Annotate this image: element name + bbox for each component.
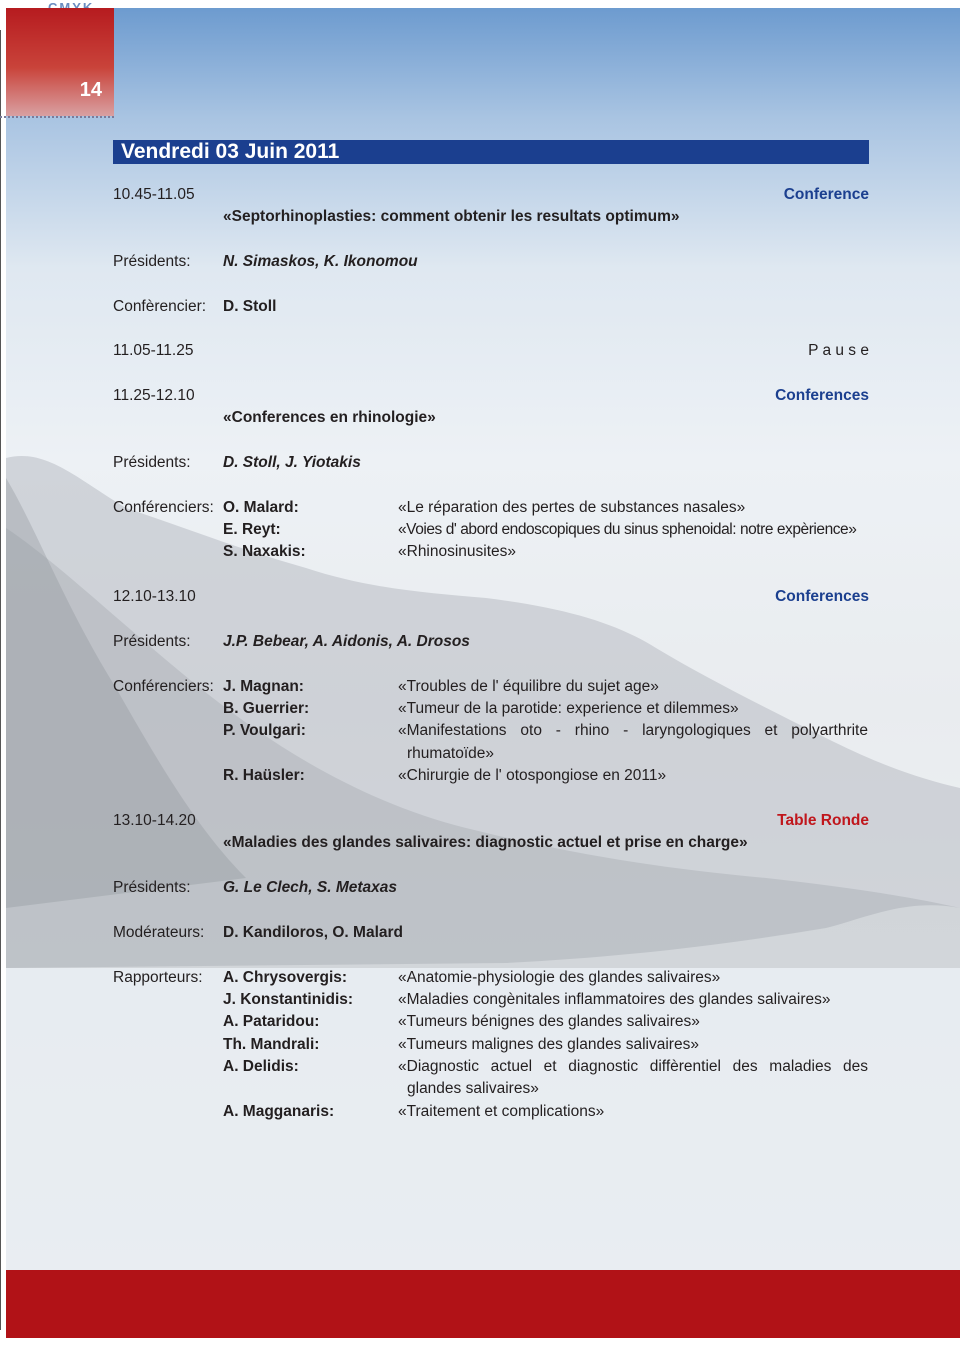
speaker: P. Voulgari: bbox=[223, 722, 306, 739]
talk-topic: «Maladies congènitales inflammatoires des glandes salivaires» bbox=[398, 991, 831, 1008]
speaker: A. Delidis: bbox=[223, 1058, 299, 1075]
presidents-label: Présidents: bbox=[113, 633, 191, 650]
day-title-bar bbox=[113, 140, 869, 164]
dotted-rule bbox=[0, 116, 114, 118]
speaker: E. Reyt: bbox=[223, 521, 281, 538]
talk-topic: «Anatomie-physiologie des glandes salivaires» bbox=[398, 969, 721, 986]
presidents-label: Présidents: bbox=[113, 879, 191, 896]
talk-topic: «Rhinosinusites» bbox=[398, 543, 517, 560]
speaker: J. Konstantinidis: bbox=[223, 991, 354, 1008]
page-number: 14 bbox=[79, 79, 102, 101]
conferencier-label: Confèrencier: bbox=[113, 298, 207, 315]
conferenciers-label: Conférenciers: bbox=[113, 499, 214, 516]
talk-topic: «Chirurgie de l' otospongiose en 2011» bbox=[398, 767, 667, 784]
speaker: A. Magganaris: bbox=[223, 1103, 335, 1120]
presidents-label: Présidents: bbox=[113, 454, 191, 471]
talk-topic: «Voies d' abord endoscopiques du sinus sphenoidal: notre expèrience» bbox=[398, 521, 857, 538]
session-type: Table Ronde bbox=[777, 812, 869, 829]
moderateurs-names: D. Kandiloros, O. Malard bbox=[223, 924, 403, 941]
talk-topic-continued: rhumatoïde» bbox=[407, 745, 495, 762]
talk-topic: «Tumeur de la parotide: experience et dilemmes» bbox=[398, 700, 739, 717]
talk-topic: «Le réparation des pertes de substances nasales» bbox=[398, 499, 746, 516]
speaker: B. Guerrier: bbox=[223, 700, 310, 717]
session-time: 12.10-13.10 bbox=[113, 588, 196, 605]
presidents-names: D. Stoll, J. Yiotakis bbox=[223, 454, 361, 471]
speaker: A. Pataridou: bbox=[223, 1013, 320, 1030]
talk-topic: «Manifestations oto - rhino - laryngologiques et polyarthrite bbox=[398, 722, 868, 739]
session-time: 11.25-12.10 bbox=[113, 387, 195, 404]
speaker: A. Chrysovergis: bbox=[223, 969, 348, 986]
presidents-label: Présidents: bbox=[113, 253, 191, 270]
talk-topic-continued: glandes salivaires» bbox=[407, 1080, 539, 1097]
session-title: «Conferences en rhinologie» bbox=[223, 409, 436, 426]
presidents-names: N. Simaskos, K. Ikonomou bbox=[223, 253, 418, 270]
page-tab bbox=[6, 8, 114, 116]
talk-topic: «Diagnostic actuel et diagnostic diffèrentiel des maladies des bbox=[398, 1058, 868, 1075]
speaker: S. Naxakis: bbox=[223, 543, 306, 560]
talk-topic: «Traitement et complications» bbox=[398, 1103, 605, 1120]
session-title: «Maladies des glandes salivaires: diagnostic actuel et prise en charge» bbox=[223, 834, 748, 851]
session-time: 10.45-11.05 bbox=[113, 186, 195, 203]
session-time: 11.05-11.25 bbox=[113, 342, 194, 359]
presidents-names: J.P. Bebear, A. Aidonis, A. Drosos bbox=[223, 633, 470, 650]
talk-topic: «Troubles de l' équilibre du sujet age» bbox=[398, 678, 659, 695]
day-title: Vendredi 03 Juin 2011 bbox=[121, 140, 340, 163]
session-type: Conferences bbox=[775, 588, 869, 605]
conferencier-name: D. Stoll bbox=[223, 298, 277, 315]
talk-topic: «Tumeurs malignes des glandes salivaires» bbox=[398, 1036, 699, 1053]
session-type: Conference bbox=[783, 186, 869, 203]
session-time: 13.10-14.20 bbox=[113, 812, 196, 829]
pause-label: P a u s e bbox=[808, 342, 869, 359]
speaker: O. Malard: bbox=[223, 499, 299, 516]
speaker: R. Haüsler: bbox=[223, 767, 305, 784]
crop-mark bbox=[0, 30, 1, 1330]
bottom-band bbox=[6, 1270, 960, 1338]
moderateurs-label: Modérateurs: bbox=[113, 924, 205, 941]
talk-topic: «Tumeurs bénignes des glandes salivaires» bbox=[398, 1013, 700, 1030]
speaker: J. Magnan: bbox=[223, 678, 304, 695]
rapporteurs-label: Rapporteurs: bbox=[113, 969, 203, 986]
conferenciers-label: Conférenciers: bbox=[113, 678, 214, 695]
session-title: «Septorhinoplasties: comment obtenir les resultats optimum» bbox=[223, 208, 680, 225]
session-type: Conferences bbox=[775, 387, 869, 404]
speaker: Th. Mandrali: bbox=[223, 1036, 320, 1053]
presidents-names: G. Le Clech, S. Metaxas bbox=[223, 879, 398, 896]
